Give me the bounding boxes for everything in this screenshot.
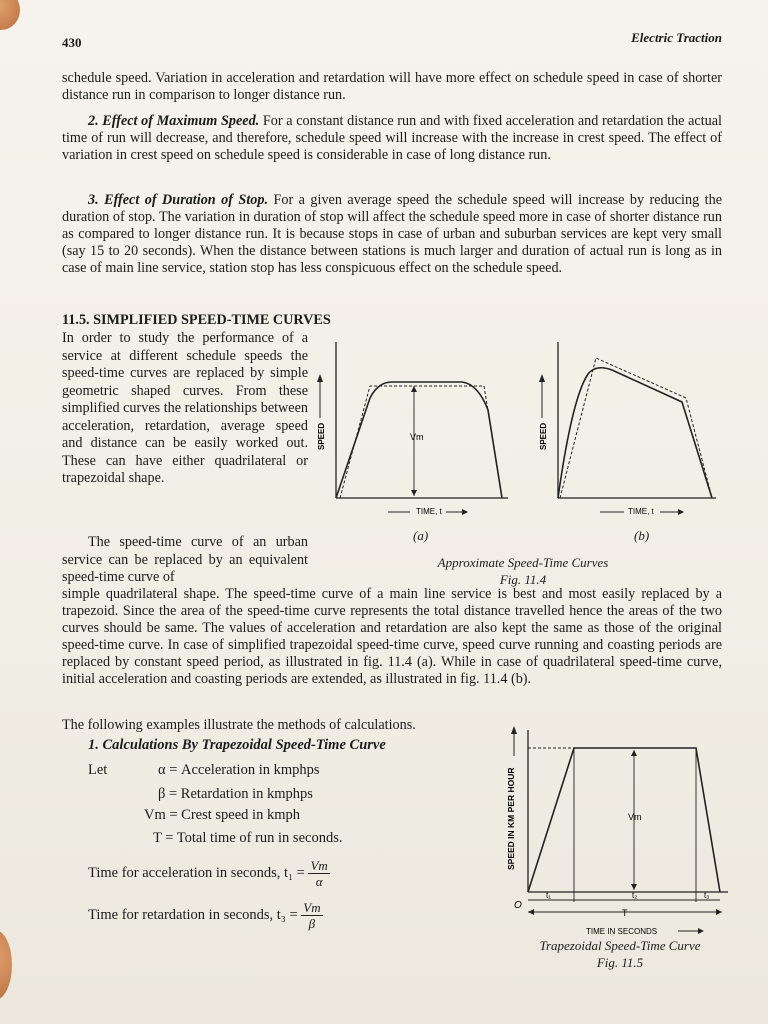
fig4b-y-label: SPEED — [539, 422, 548, 450]
figure-11-5 — [500, 720, 740, 942]
calc-vm: Vm = Crest speed in kmph — [144, 807, 300, 823]
calc-heading: 1. Calculations By Trapezoidal Speed-Time Curve — [88, 737, 386, 753]
paragraph-2 — [62, 113, 722, 164]
figure-11-4b — [530, 338, 720, 523]
fig4-number: Fig. 11.4 — [499, 572, 547, 587]
calc-t1-den: α — [315, 874, 323, 889]
fig4b-x-label: TIME, t — [628, 507, 654, 516]
calc-T: T = Total time of run in seconds. — [153, 830, 343, 846]
fig5-vm-label: Vm — [628, 812, 642, 822]
paragraph-2-body: For a constant distance run and with fixed acceleration and retardation the actual time of run will decrease, and therefore, schedule speed will increase with the increase in crest speed. The effect of variation in crest speed on schedule speed is considerable in case of long distance run. — [62, 113, 722, 163]
calc-t3-line — [88, 900, 323, 931]
fig5-t2: t₂ — [632, 891, 638, 900]
fig5-number: Fig. 11.5 — [596, 955, 644, 970]
running-title: Electric Traction — [631, 30, 722, 45]
section-left-paragraph-1: In order to study the performance of a service at different schedule speeds the speed-time curves are replaced by simple geometric shaped curves. From these simplified curves the relationships between acceleration, retardation, average speed and distance can be easily worked out. These can have either quadrilateral or trapezoidal shape. — [62, 330, 308, 486]
section-heading: 11.5. SIMPLIFIED SPEED-TIME CURVES — [62, 312, 331, 328]
fig4a-vm-label: Vm — [410, 432, 424, 442]
fig5-T: T — [622, 908, 628, 918]
fig4a-x-label: TIME, t — [416, 507, 442, 516]
calc-let: Let — [88, 762, 108, 778]
calc-t3-text: Time for retardation in seconds, t₃ = — [88, 906, 298, 923]
calc-alpha: α = Acceleration in kmphps — [158, 762, 320, 778]
fig4a-y-label: SPEED — [317, 422, 326, 450]
paragraph-1: schedule speed. Variation in acceleration and retardation will have more effect on schedule speed in case of shorter distance run in comparison to longer distance run. — [62, 70, 722, 103]
fig5-caption: Trapezoidal Speed-Time Curve — [539, 938, 701, 953]
calc-t1-line — [88, 858, 330, 889]
paragraph-3-body: For a given average speed the schedule speed will increase by reducing the duration of stop. The variation in duration of stop will affect the schedule speed more in case of shorter distance run as compared to longer distance run. It is because stops in case of urban and suburban services are kept very small (say 15 to 20 seconds). When the distance between stations is much larger and duration of actual run is long as in case of main line service, station stop has less conspicuous effect on the schedule speed. — [62, 192, 722, 276]
fig5-t1: t₁ — [546, 891, 551, 900]
calc-t3-fraction — [301, 900, 322, 931]
calc-t1-num: Vm — [310, 858, 328, 873]
figure-11-4a — [312, 338, 514, 523]
calc-t1-text: Time for acceleration in seconds, t₁ = — [88, 864, 305, 881]
fig4-caption: Approximate Speed-Time Curves — [437, 555, 609, 570]
page-number: 430 — [62, 35, 82, 50]
finger-bottom-left — [0, 930, 12, 1000]
paragraph-3-title: 3. Effect of Duration of Stop. — [88, 192, 268, 208]
fig5-y-label: SPEED IN KM PER HOUR — [506, 767, 516, 870]
fig5-origin: O — [514, 900, 522, 911]
fig4-label-a: (a) — [413, 528, 429, 543]
calc-beta: β = Retardation in kmphps — [158, 786, 313, 802]
section-full-paragraph: simple quadrilateral shape. The speed-time curve of a main line service is best and most easily replaced by a trapezoid. Since the area of the speed-time curve represents the total distance travelled hence the areas of the two curves should be same. The values of acceleration and retardation are also kept the same as those of the original speed-time curve. In case of simplified trapezoidal speed-time curve, speed curve running and coasting periods are replaced by constant speed period, as illustrated in fig. 11.4 (a). While in case of quadrilateral speed-time curve, initial acceleration and coasting periods are extended, as illustrated in fig. 11.4 (b). — [62, 586, 722, 687]
paragraph-2-title: 2. Effect of Maximum Speed. — [88, 113, 260, 129]
paragraph-3 — [62, 192, 722, 277]
calc-t3-den: β — [308, 916, 316, 931]
calc-t3-num: Vm — [303, 900, 321, 915]
fig5-t3: t₃ — [704, 891, 710, 900]
fig5-x-label: TIME IN SECONDS — [586, 927, 658, 936]
finger-top-left — [0, 0, 20, 30]
section-left-paragraph-2: The speed-time curve of an urban service can be replaced by an equivalent speed-time curve of — [62, 534, 308, 585]
calc-t1-fraction — [308, 858, 329, 889]
fig4-label-b: (b) — [634, 528, 650, 543]
examples-line: The following examples illustrate the methods of calculations. — [62, 717, 416, 733]
